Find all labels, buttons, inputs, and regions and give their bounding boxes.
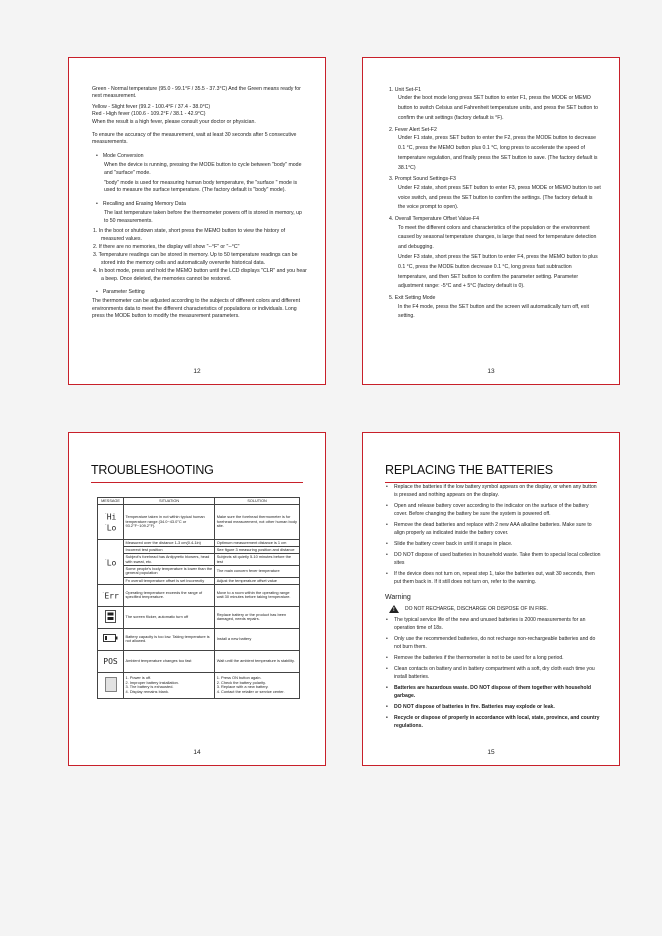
table-row bbox=[98, 546, 300, 553]
page-number: 14 bbox=[193, 749, 201, 756]
warning-text: DO NOT RECHARGE, DISCHARGE OR DISPOSE OF IN FIRE. bbox=[405, 606, 548, 613]
table-header-row bbox=[98, 498, 300, 505]
fever-advice: When the result is a high fever, please consult your doctor or physician. bbox=[92, 118, 256, 125]
setting-text: Under F2 state, short press SET button to enter F3, press MODE or MEMO button to set voice switch, and press the SET button to confirm the settings. (The factory default is the voice prompt to open). bbox=[398, 184, 601, 211]
situation-cell: Temperature taken in not within typical human temperature range (34.0~43.0°C or 93.2°F~109.2°F). bbox=[124, 505, 215, 540]
solution-cell: Install a new battery bbox=[215, 628, 300, 650]
situation-cell: Battery capacity is too low. Taking temperature is not allowed. bbox=[124, 628, 215, 650]
solution-cell: Adjust the temperature offset value bbox=[215, 577, 300, 584]
replacing-batteries-heading: REPLACING THE BATTERIES bbox=[385, 463, 553, 477]
page-number: 13 bbox=[487, 368, 495, 375]
setting-item bbox=[389, 216, 601, 292]
lo-display-text: Lo bbox=[106, 523, 117, 533]
battery-bullet: • Open and release battery cover according to the indicator on the surface of the battery cover. Before changing the battery be sure the system is powered off. bbox=[385, 502, 601, 518]
page-12 bbox=[68, 57, 326, 385]
setting-text: To meet the different colors and characteristics of the population or the environment caused by seasonal temperature changes, is large that need for temperature detection and debugging. Under F3 state, short press the SET button to enter F4, press the MEMO button to plus 0.1 °C, press the MODE button decrease 0.1 °C, long press fast subtraction temperature, and then SET button to confirm the parameter setting. Parameter adjustment range: -5°C and + 5°C (factory default is 0). bbox=[398, 224, 598, 290]
page-13-body bbox=[389, 87, 601, 325]
warning-title: Warning bbox=[385, 594, 411, 602]
warning-bullet: • Remove the batteries if the thermometer is not to be used for a long period. bbox=[385, 654, 601, 662]
warning-bullet: • Only use the recommended batteries, do not recharge non-rechargeable batteries and do not burn them. bbox=[385, 635, 601, 651]
table-row bbox=[98, 539, 300, 546]
setting-heading: 4. Overall Temperature Offset Value-F4 bbox=[389, 216, 479, 223]
situation-cell: Some people's body temperature is lower than the general population bbox=[124, 565, 215, 577]
parameter-text: The thermometer can be adjusted according to the subjects of different colors and different environments data to meet the different characteristics of populations or individuals. Long press the MODE button to modify the measurement parameters. bbox=[92, 298, 301, 320]
setting-item bbox=[389, 127, 601, 174]
memory-step: 1. In the boot or shutdown state, short press the MEMO button to view the history of measured values. bbox=[93, 228, 286, 242]
lo-display-icon: ¯Lo bbox=[98, 539, 124, 584]
table-row bbox=[98, 628, 300, 650]
situation-cell: Incorrect test position bbox=[124, 546, 215, 553]
battery-bullet: • If the device does not turn on, repeat step 1, take the batteries out, wait 30 seconds, then put them back in. If it still does not turn on, refer to the warning. bbox=[385, 570, 601, 586]
memory-step: 2. If there are no memories, the display will show "--°F" or "--°C" bbox=[93, 243, 240, 250]
col-header-message: MESSAGE bbox=[98, 498, 124, 505]
setting-text: In the F4 mode, press the SET button and the screen will automatically turn off, exit setting. bbox=[398, 303, 589, 320]
page-14 bbox=[68, 432, 326, 766]
setting-text: Under the boot mode long press SET button to enter F1, press the MODE or MEMO button to switch Celsius and Fahrenheit temperature units, and press the SET button to confirm the unit settings (factory default is °F). bbox=[398, 95, 599, 121]
col-header-situation: SITUATION bbox=[124, 498, 215, 505]
battery-bullet: • DO NOT dispose of used batteries in household waste. Take them to special local collection sites bbox=[385, 551, 601, 567]
setting-heading: 1. Unit Set-F1 bbox=[389, 87, 422, 93]
accuracy-note: To ensure the accuracy of the measurement, wait at least 30 seconds after 5 consecutive measurements. bbox=[92, 132, 297, 146]
battery-bullet: • Replace the batteries if the low battery symbol appears on the display, or when any button is pressed and nothing appears on the display. bbox=[385, 483, 601, 499]
memory-text: The last temperature taken before the thermometer powers off is stored in memory, up to 50 measurements. bbox=[104, 210, 302, 224]
bold-warning-bullet: • Batteries are hazardous waste. DO NOT dispose of them together with household garbage. bbox=[385, 684, 601, 700]
page-number: 15 bbox=[487, 749, 495, 756]
page-13 bbox=[362, 57, 620, 385]
lo-display-text: Lo bbox=[106, 558, 117, 568]
memory-step: 4. In boot mode, press and hold the MEMO button until the LCD displays "CLR" and you hear a beep. Once deleted, the memories cannot be restored. bbox=[93, 268, 307, 282]
battery-bullet: • Remove the dead batteries and replace with 2 new AAA alkaline batteries. Make sure to align properly as indicated inside the battery cover. bbox=[385, 521, 601, 537]
page-number: 12 bbox=[193, 368, 201, 375]
setting-heading: 3. Prompt Sound Settings-F3 bbox=[389, 176, 456, 183]
solution-cell: Wait until the ambient temperature is stability. bbox=[215, 650, 300, 672]
troubleshooting-table bbox=[97, 497, 300, 699]
page-15 bbox=[362, 432, 620, 766]
mode-conversion-detail: "body" mode is used for measuring human body temperature, the "surface " mode is used to measure the surface temperature. (The factory default is "body" mode). bbox=[104, 180, 298, 194]
table-row bbox=[98, 672, 300, 698]
table-row bbox=[98, 650, 300, 672]
warning-bullet: • The typical service life of the new and unused batteries is 2000 measurements for an operation time of 18s. bbox=[385, 616, 601, 632]
solution-cell: See figure 3 measuring position and distance bbox=[215, 546, 300, 553]
battery-bullet: • Slide the battery cover back in until it snaps in place. bbox=[385, 540, 601, 548]
setting-heading: 2. Fever Alert Set-F2 bbox=[389, 126, 437, 133]
mode-conversion-title: • Mode Conversion bbox=[92, 153, 307, 160]
hi-lo-display-icon: ¯Hi ¯Lo bbox=[98, 505, 124, 540]
warning-bullet: • Clean contacts on battery and in battery compartment with a soft, dry cloth each time you install batteries. bbox=[385, 665, 601, 681]
bold-warning-bullet: • DO NOT dispose of batteries in fire. Batteries may explode or leak. bbox=[385, 703, 601, 711]
screen-flicker-icon bbox=[98, 606, 124, 628]
setting-item bbox=[389, 176, 601, 213]
situation-cell: 1. Power is off. 2. Improper battery installation. 3. The battery is exhausted. 4. Display remains blank. bbox=[124, 672, 215, 698]
setting-text: Under F1 state, press SET button to enter the F2, press the MODE button to decrease 0.1 °C, press the MEMO button plus 0.1 °C, long press to accelerate the speed of temperature regulation, and finally press the SET button to save. (The factory default is 38.1°C) bbox=[398, 135, 598, 171]
setting-heading: 5. Exit Setting Mode bbox=[389, 295, 436, 302]
mode-conversion-text: When the device is running, pressing the MODE button to cycle between "body" mode and "surface" mode. bbox=[104, 162, 302, 176]
solution-cell: The main concern fever temperature bbox=[215, 565, 300, 577]
solution-cell: Subjects sit quietly 5-10 minutes before the test bbox=[215, 554, 300, 566]
err-display-text: Err bbox=[104, 591, 119, 601]
table-row bbox=[98, 584, 300, 606]
solution-cell: 1. Press ON button again. 2. Check the battery polarity. 3. Replace with a new battery. 4. Contact the retailer or service center. bbox=[215, 672, 300, 698]
color-red-line: Red - High fever (100.6 - 109.2°F / 38.1 - 42.9°C) bbox=[92, 111, 206, 118]
color-yellow-line: Yellow - Slight fever (99.2 - 100.4°F / 37.4 - 38.0°C) bbox=[92, 103, 211, 110]
setting-item bbox=[389, 295, 601, 322]
memory-title: • Recalling and Erasing Memory Data bbox=[92, 201, 307, 208]
situation-cell: Ambient temperature changes too fast bbox=[124, 650, 215, 672]
blank-display-icon bbox=[98, 672, 124, 698]
table-row bbox=[98, 505, 300, 540]
low-battery-icon bbox=[98, 628, 124, 650]
table-row bbox=[98, 565, 300, 577]
table-row bbox=[98, 606, 300, 628]
solution-cell: Replace battery or the product has been damaged, needs repairs. bbox=[215, 606, 300, 628]
table-row bbox=[98, 577, 300, 584]
situation-cell: Operating temperature exceeds the range of specified temperature. bbox=[124, 584, 215, 606]
err-display-icon: ¯Err bbox=[98, 584, 124, 606]
solution-cell: Make sure the forehead thermometer is for forehead measurement, not other human body site. bbox=[215, 505, 300, 540]
situation-cell: The screen flicker, automatic turn off bbox=[124, 606, 215, 628]
situation-cell: Fn overall temperature offset is set incorrectly bbox=[124, 577, 215, 584]
hi-display-text: Hi bbox=[106, 512, 117, 522]
solution-cell: Move to a room within the operating range wait 30 minutes before taking temperature. bbox=[215, 584, 300, 606]
color-green-line: Green - Normal temperature (95.0 - 99.1°F / 35.5 - 37.3°C) And the Green means ready for next measurement. bbox=[92, 86, 301, 100]
solution-cell: Optimum measurement distance is 1 cm bbox=[215, 539, 300, 546]
page-15-body bbox=[385, 483, 601, 733]
heading-rule bbox=[91, 482, 303, 483]
situation-cell: Subject's forehead has Antipyretic blowers, head with sweat, etc. bbox=[124, 554, 215, 566]
warning-icon bbox=[389, 605, 399, 613]
pos-display-text: POS bbox=[103, 656, 118, 666]
page-12-body bbox=[92, 86, 307, 324]
setting-item bbox=[389, 87, 601, 124]
table-row bbox=[98, 554, 300, 566]
pos-display-icon bbox=[98, 650, 124, 672]
bold-warning-bullet: • Recycle or dispose of properly in accordance with local, state, province, and country regulations. bbox=[385, 714, 601, 730]
parameter-title: • Parameter Setting bbox=[92, 289, 307, 296]
memory-step: 3. Temperature readings can be stored in memory. Up to 50 temperature readings can be stored into the memory cells and automatically overwrite historical data. bbox=[93, 252, 298, 266]
situation-cell: Measured over the distance 1-3 cm(0.4-1in) bbox=[124, 539, 215, 546]
troubleshooting-heading: TROUBLESHOOTING bbox=[91, 463, 214, 477]
warning-line bbox=[385, 605, 601, 613]
col-header-solution: SOLUTION bbox=[215, 498, 300, 505]
